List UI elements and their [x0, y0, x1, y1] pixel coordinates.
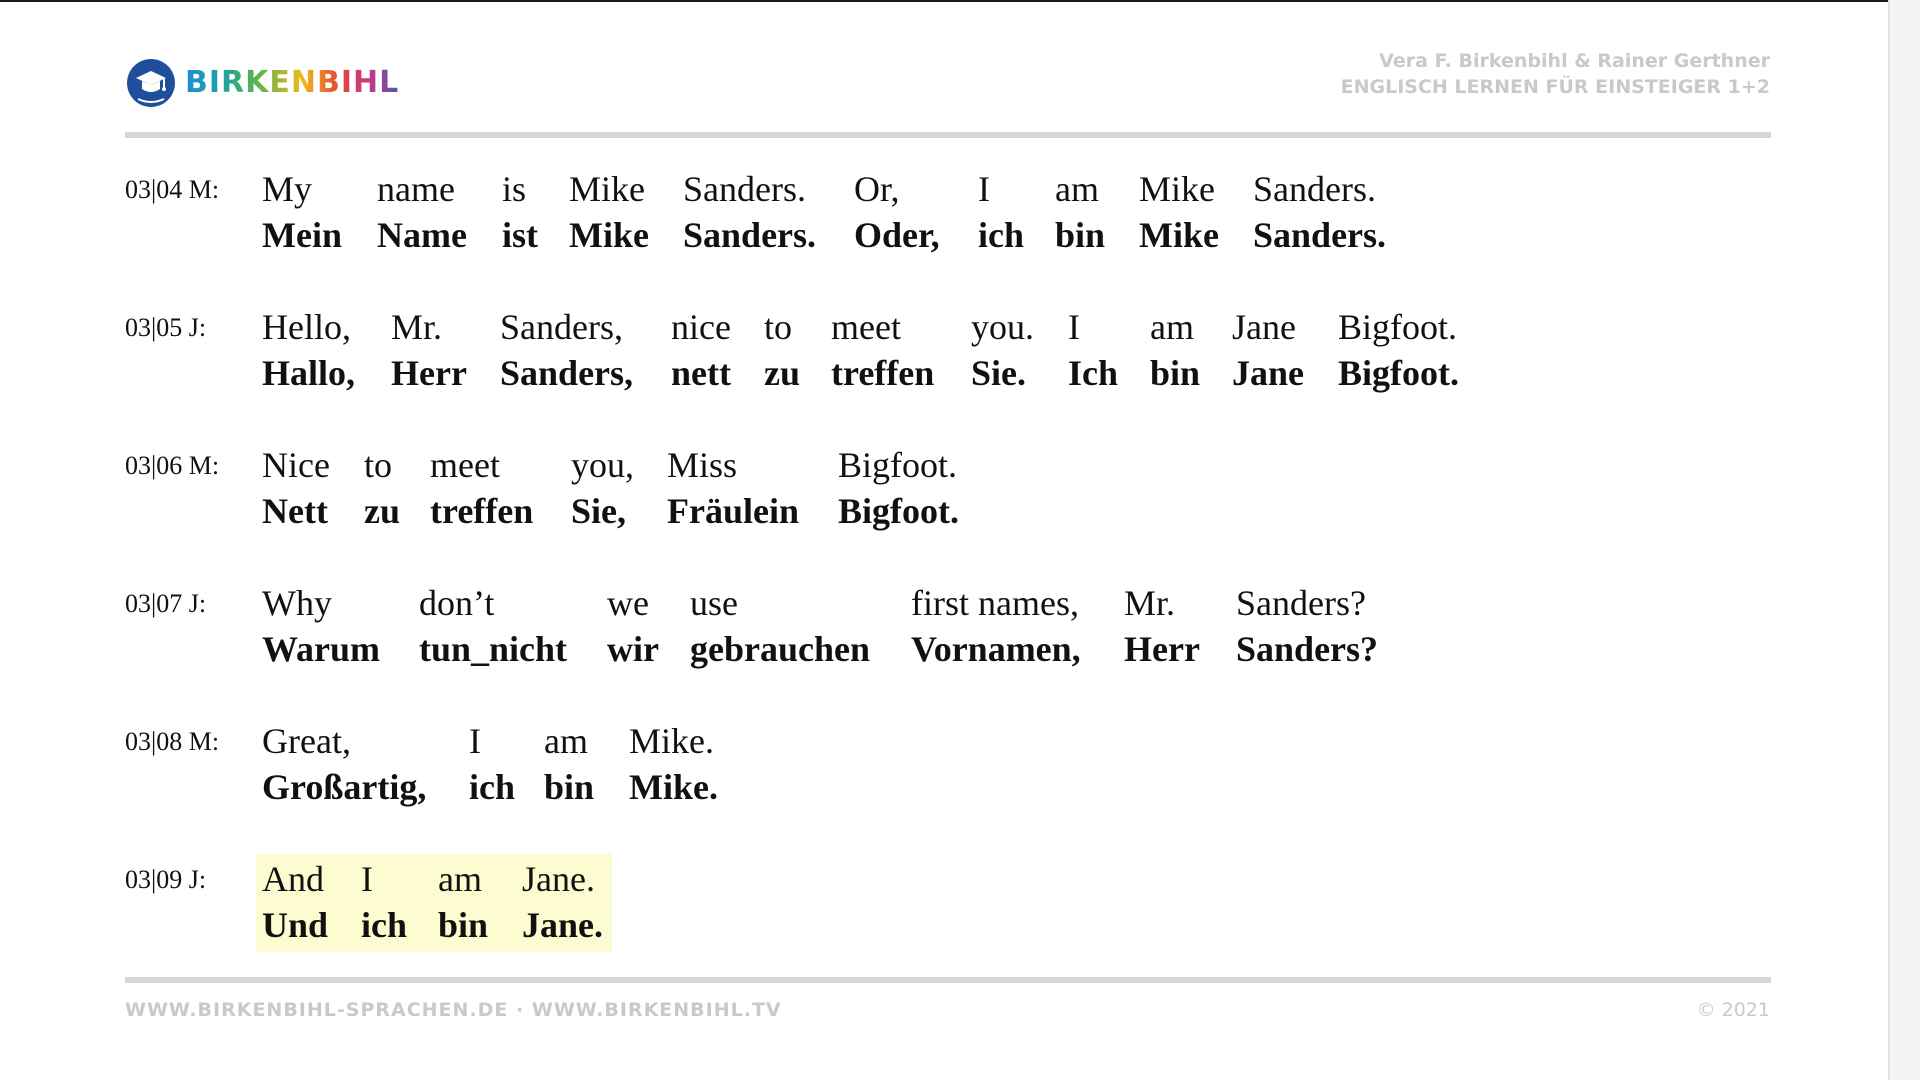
german-word: Sanders,	[500, 353, 634, 393]
entry-number: 03|07 J:	[125, 589, 207, 618]
german-word: Nett	[262, 491, 328, 531]
german-word: zu	[764, 353, 800, 393]
english-word: Mike	[1139, 169, 1215, 209]
footer-divider	[125, 977, 1771, 983]
german-word: Bigfoot.	[1338, 353, 1459, 393]
german-word: bin	[438, 905, 489, 945]
german-word: bin	[1055, 215, 1106, 255]
german-word: wir	[607, 629, 659, 669]
english-word: Mike	[569, 169, 645, 209]
german-word: zu	[364, 491, 400, 531]
german-word: Name	[377, 215, 467, 255]
brand-logo	[125, 58, 399, 108]
german-word: Mike	[569, 215, 649, 255]
english-word: I	[469, 721, 481, 761]
english-word: Miss	[667, 445, 738, 485]
english-word: meet	[831, 307, 901, 347]
german-word: Großartig,	[262, 767, 427, 807]
english-word: I	[361, 859, 373, 899]
english-word: Sanders?	[1236, 583, 1366, 623]
german-word: Sanders?	[1236, 629, 1379, 669]
english-word: you,	[571, 445, 634, 485]
german-word: Fräulein	[667, 491, 799, 531]
english-word: Why	[262, 583, 332, 623]
german-word: Sanders.	[683, 215, 817, 255]
german-word: gebrauchen	[690, 629, 870, 669]
english-word: Mike.	[629, 721, 714, 761]
german-word: ich	[978, 215, 1025, 255]
german-word: ich	[361, 905, 408, 945]
english-word: Bigfoot.	[1338, 307, 1458, 347]
english-word: use	[690, 583, 738, 623]
english-word: name	[377, 169, 455, 209]
entry-number: 03|09 J:	[125, 865, 207, 894]
german-word: Herr	[1124, 629, 1200, 669]
footer-websites: WWW.BIRKENBIHL-SPRACHEN.DE · WWW.BIRKENBIHL.TV	[125, 999, 782, 1021]
english-word: don’t	[419, 583, 495, 623]
english-word: I	[978, 169, 990, 209]
german-word: Ich	[1068, 353, 1119, 393]
entry-number: 03|04 M:	[125, 175, 220, 204]
english-word: Hello,	[262, 307, 351, 347]
top-edge	[0, 0, 1920, 2]
graduation-cap-icon	[125, 58, 177, 108]
english-word: Mr.	[1124, 583, 1176, 623]
entry-number: 03|05 J:	[125, 313, 207, 342]
entry-number: 03|08 M:	[125, 727, 220, 756]
english-word: Jane	[1232, 307, 1296, 347]
authors-text: Vera F. Birkenbihl & Rainer Gerthner	[1379, 50, 1770, 72]
german-word: Und	[262, 905, 329, 945]
english-word: My	[262, 169, 313, 209]
german-word: bin	[1150, 353, 1201, 393]
english-word: am	[1055, 169, 1099, 209]
german-word: ich	[469, 767, 516, 807]
english-word: to	[364, 445, 393, 485]
german-word: Oder,	[854, 215, 940, 255]
right-scroll-panel[interactable]	[1890, 0, 1920, 1080]
brand-name: BIRKENBIHL	[185, 58, 399, 108]
german-word: Mike	[1139, 215, 1219, 255]
german-word: Hallo,	[262, 353, 356, 393]
german-word: Sanders.	[1253, 215, 1387, 255]
german-word: Vornamen,	[911, 629, 1081, 669]
english-word: am	[438, 859, 482, 899]
english-word: And	[262, 859, 324, 899]
course-title: ENGLISCH LERNEN FÜR EINSTEIGER 1+2	[1340, 76, 1770, 98]
english-word: Jane.	[522, 859, 595, 899]
english-word: Bigfoot.	[838, 445, 958, 485]
german-word: Bigfoot.	[838, 491, 959, 531]
german-word: ist	[502, 215, 538, 255]
german-word: Sie.	[971, 353, 1027, 393]
entry-number: 03|06 M:	[125, 451, 220, 480]
english-word: Or,	[854, 169, 900, 209]
german-word: Sie,	[571, 491, 627, 531]
header-divider	[125, 132, 1771, 138]
english-word: you.	[971, 307, 1034, 347]
german-word: Mein	[262, 215, 342, 255]
english-word: I	[1068, 307, 1080, 347]
german-word: nett	[671, 353, 731, 393]
german-word: Jane.	[522, 905, 603, 945]
english-word: first names,	[911, 583, 1079, 623]
german-word: Jane	[1232, 353, 1304, 393]
english-word: Sanders.	[683, 169, 806, 209]
footer-copyright: © 2021	[1696, 999, 1770, 1021]
english-word: Nice	[262, 445, 330, 485]
english-word: to	[764, 307, 793, 347]
german-word: bin	[544, 767, 595, 807]
german-word: tun_nicht	[419, 629, 568, 669]
english-word: Great,	[262, 721, 351, 761]
german-word: treffen	[831, 353, 935, 393]
english-word: am	[544, 721, 588, 761]
english-word: Sanders,	[500, 307, 623, 347]
english-word: Sanders.	[1253, 169, 1376, 209]
english-word: nice	[671, 307, 731, 347]
german-word: Warum	[262, 629, 381, 669]
english-word: we	[607, 583, 649, 623]
english-word: am	[1150, 307, 1194, 347]
german-word: Herr	[391, 353, 467, 393]
english-word: Mr.	[391, 307, 443, 347]
header-info	[1341, 48, 1770, 100]
german-word: treffen	[430, 491, 534, 531]
german-word: Mike.	[629, 767, 718, 807]
english-word: meet	[430, 445, 500, 485]
english-word: is	[502, 169, 527, 209]
